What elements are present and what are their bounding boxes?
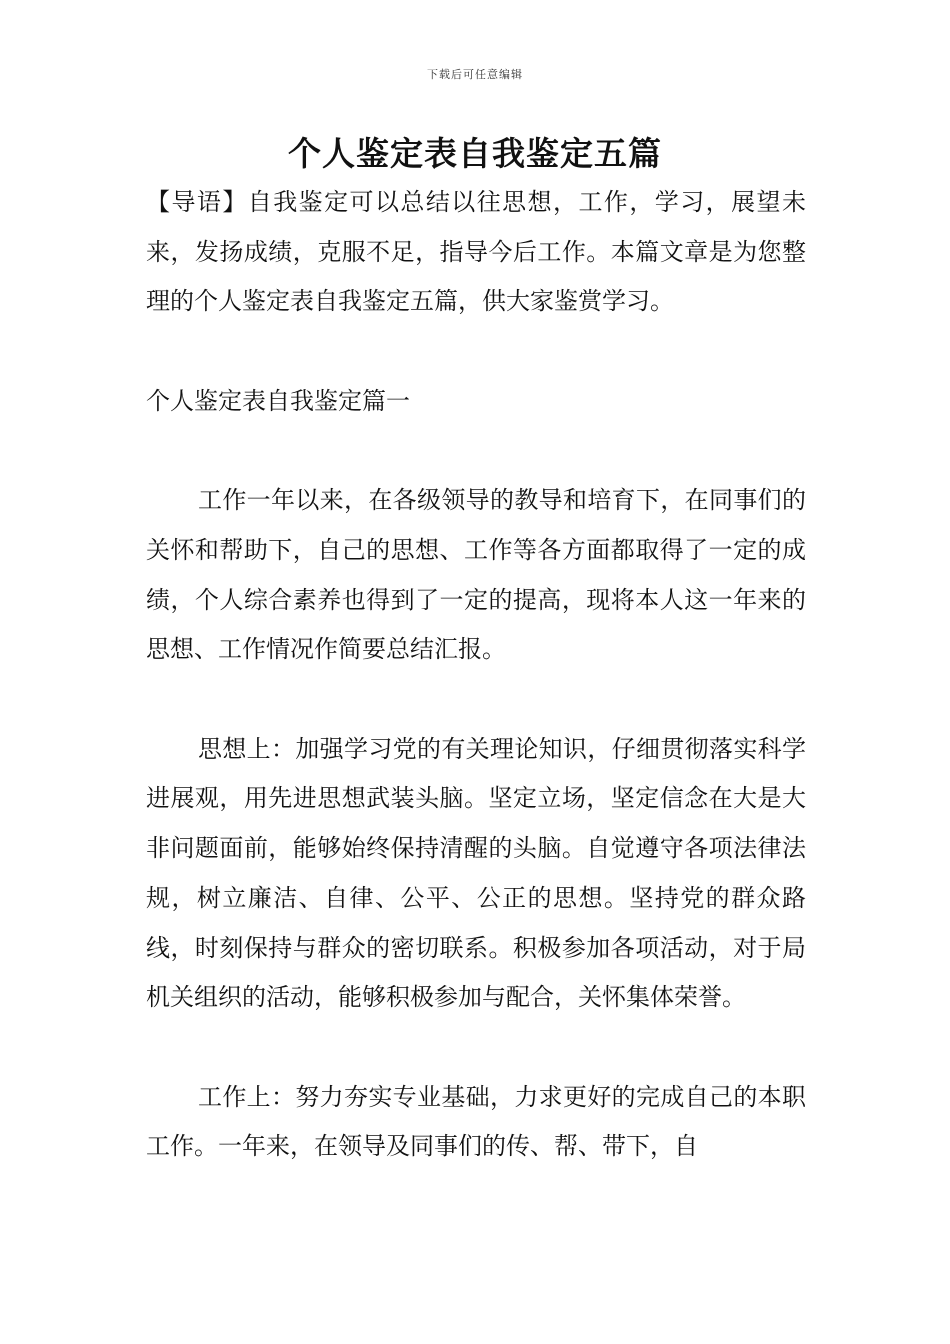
paragraph-gap <box>146 675 806 725</box>
intro-paragraph: 【导语】自我鉴定可以总结以往思想，工作，学习，展望未来，发扬成绩，克服不足，指导今后工作。本篇文章是为您整理的个人鉴定表自我鉴定五篇，供大家鉴赏学习。 <box>146 188 806 316</box>
body-paragraph-3: 工作上：努力夯实专业基础，力求更好的完成自己的本职工作。一年来，在领导及同事们的传、帮、带下，自 <box>146 1082 806 1161</box>
paragraph-gap <box>146 1023 806 1073</box>
document-title: 个人鉴定表自我鉴定五篇 <box>288 134 662 173</box>
body-paragraph-2: 思想上：加强学习党的有关理论知识，仔细贯彻落实科学进展观，用先进思想武装头脑。坚定立场，坚定信念在大是大非问题面前，能够始终保持清醒的头脑。自觉遵守各项法律法规，树立廉洁、自律、公平、公正的思想。坚持党的群众路线，时刻保持与群众的密切联系。积极参加各项活动，对于局机关组织的活动，能够积极参加与配合，关怀集体荣誉。 <box>146 734 806 1012</box>
header-note: 下载后可任意编辑 <box>427 68 523 81</box>
section-heading: 个人鉴定表自我鉴定篇一 <box>146 386 410 415</box>
paragraph-gap <box>146 327 806 377</box>
body-paragraph-1: 工作一年以来，在各级领导的教导和培育下，在同事们的关怀和帮助下，自己的思想、工作等各方面都取得了一定的成绩，个人综合素养也得到了一定的提高，现将本人这一年来的思想、工作情况作简要总结汇报。 <box>146 486 806 664</box>
document-body <box>146 178 806 1172</box>
paragraph-gap <box>146 427 806 477</box>
